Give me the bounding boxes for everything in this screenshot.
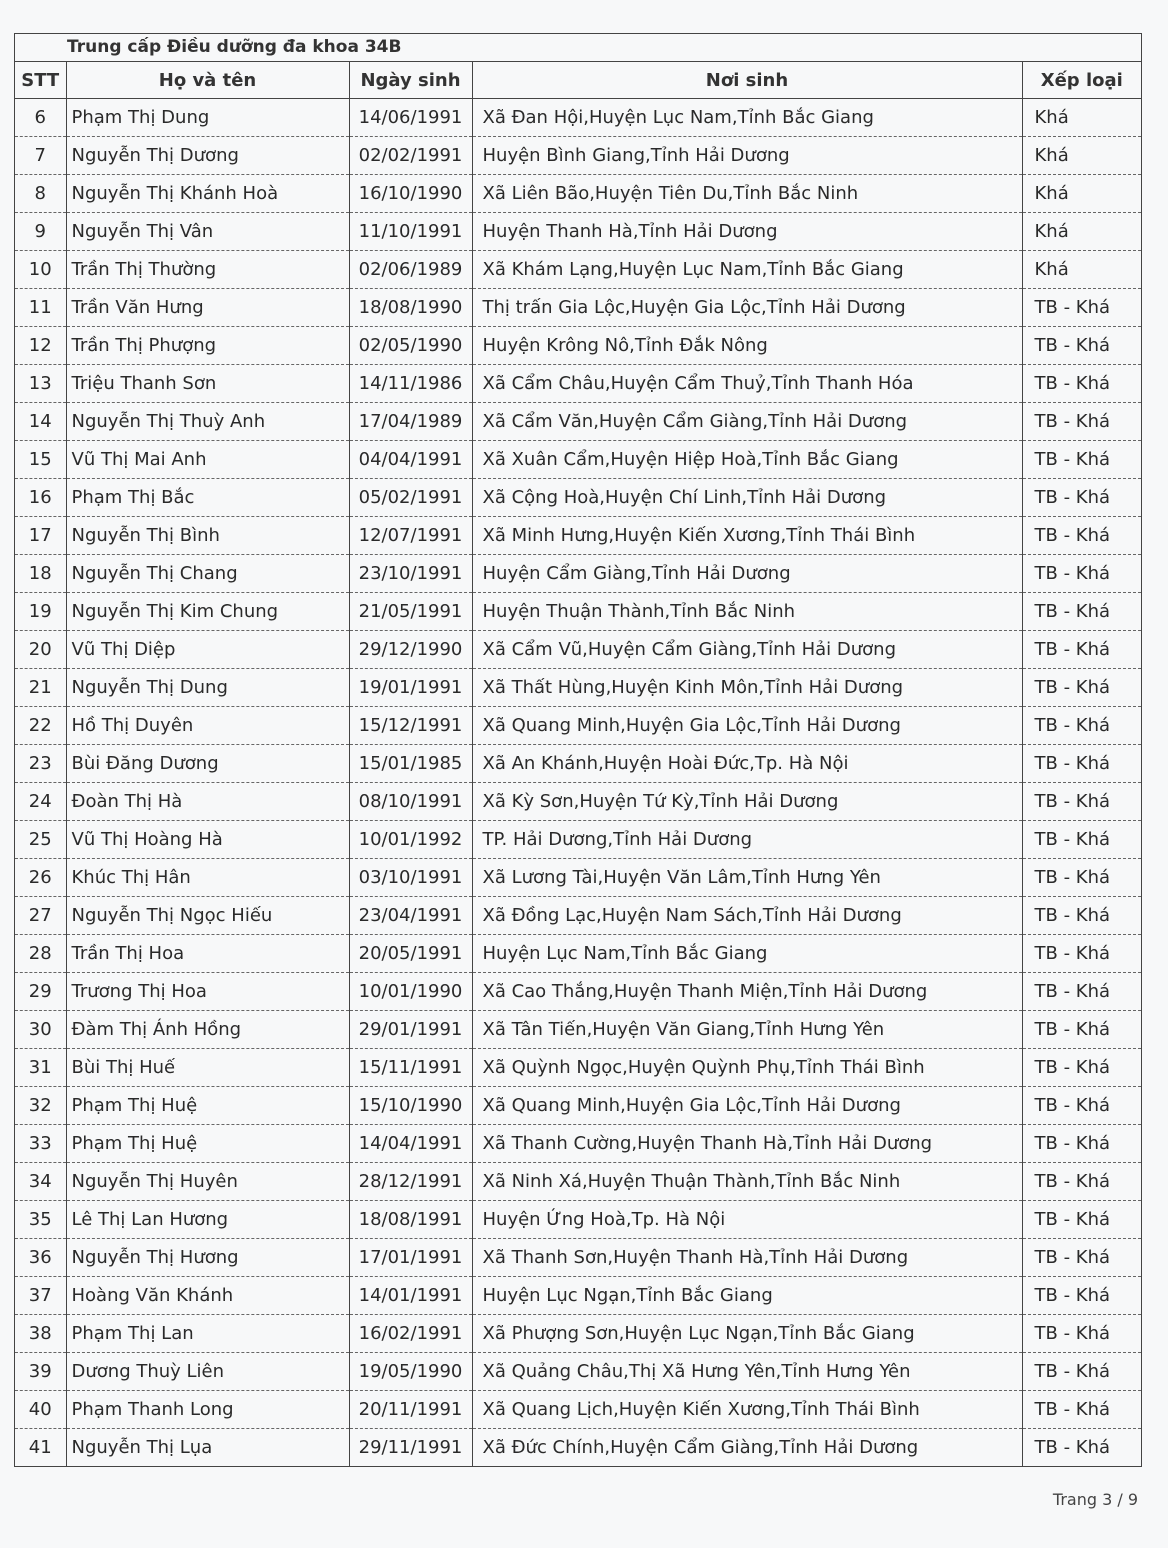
row-stt: 32: [15, 1087, 66, 1125]
row-place: Xã Thanh Sơn,Huyện Thanh Hà,Tỉnh Hải Dương: [472, 1239, 1022, 1277]
row-stt: 12: [15, 327, 66, 365]
row-stt: 23: [15, 745, 66, 783]
header-stt: STT: [15, 62, 66, 99]
row-stt: 14: [15, 403, 66, 441]
row-place: Xã Đan Hội,Huyện Lục Nam,Tỉnh Bắc Giang: [472, 99, 1022, 137]
page-number: Trang 3 / 9: [1052, 1490, 1138, 1509]
table-row: [15, 593, 1141, 631]
table-row: [15, 1239, 1141, 1277]
table-row: [15, 441, 1141, 479]
row-name: Nguyễn Thị Bình: [66, 517, 349, 555]
row-stt: 29: [15, 973, 66, 1011]
row-stt: 15: [15, 441, 66, 479]
row-stt: 21: [15, 669, 66, 707]
row-place: TP. Hải Dương,Tỉnh Hải Dương: [472, 821, 1022, 859]
row-dob: 03/10/1991: [349, 859, 472, 897]
row-place: Xã Quang Lịch,Huyện Kiến Xương,Tỉnh Thái Bình: [472, 1391, 1022, 1429]
header-name: Họ và tên: [66, 62, 349, 99]
row-name: Nguyễn Thị Khánh Hoà: [66, 175, 349, 213]
row-place: Xã Xuân Cẩm,Huyện Hiệp Hoà,Tỉnh Bắc Giang: [472, 441, 1022, 479]
row-grade: TB - Khá: [1022, 555, 1141, 593]
row-name: Nguyễn Thị Dung: [66, 669, 349, 707]
row-dob: 14/04/1991: [349, 1125, 472, 1163]
row-grade: TB - Khá: [1022, 441, 1141, 479]
row-place: Xã Đồng Lạc,Huyện Nam Sách,Tỉnh Hải Dương: [472, 897, 1022, 935]
row-name: Nguyễn Thị Thuỳ Anh: [66, 403, 349, 441]
row-place: Xã Kỳ Sơn,Huyện Tứ Kỳ,Tỉnh Hải Dương: [472, 783, 1022, 821]
row-name: Trần Thị Thường: [66, 251, 349, 289]
row-name: Trương Thị Hoa: [66, 973, 349, 1011]
row-grade: Khá: [1022, 175, 1141, 213]
row-name: Nguyễn Thị Huyên: [66, 1163, 349, 1201]
row-stt: 25: [15, 821, 66, 859]
row-place: Xã Cẩm Châu,Huyện Cẩm Thuỷ,Tỉnh Thanh Hóa: [472, 365, 1022, 403]
row-name: Hồ Thị Duyên: [66, 707, 349, 745]
row-grade: TB - Khá: [1022, 973, 1141, 1011]
row-dob: 18/08/1991: [349, 1201, 472, 1239]
row-place: Huyện Thanh Hà,Tỉnh Hải Dương: [472, 213, 1022, 251]
table-row: [15, 631, 1141, 669]
row-name: Nguyễn Thị Dương: [66, 137, 349, 175]
row-name: Nguyễn Thị Chang: [66, 555, 349, 593]
row-dob: 08/10/1991: [349, 783, 472, 821]
row-grade: TB - Khá: [1022, 745, 1141, 783]
table-body: [15, 99, 1141, 1467]
row-name: Bùi Thị Huế: [66, 1049, 349, 1087]
row-place: Huyện Thuận Thành,Tỉnh Bắc Ninh: [472, 593, 1022, 631]
row-grade: TB - Khá: [1022, 1087, 1141, 1125]
table-row: [15, 707, 1141, 745]
row-place: Xã Phượng Sơn,Huyện Lục Ngạn,Tỉnh Bắc Giang: [472, 1315, 1022, 1353]
row-name: Hoàng Văn Khánh: [66, 1277, 349, 1315]
table-row: [15, 327, 1141, 365]
row-place: Huyện Lục Nam,Tỉnh Bắc Giang: [472, 935, 1022, 973]
row-stt: 7: [15, 137, 66, 175]
table-row: [15, 783, 1141, 821]
row-dob: 15/11/1991: [349, 1049, 472, 1087]
row-grade: TB - Khá: [1022, 479, 1141, 517]
row-name: Triệu Thanh Sơn: [66, 365, 349, 403]
table-row: [15, 99, 1141, 137]
row-place: Huyện Krông Nô,Tỉnh Đắk Nông: [472, 327, 1022, 365]
row-grade: TB - Khá: [1022, 403, 1141, 441]
row-dob: 18/08/1990: [349, 289, 472, 327]
row-stt: 30: [15, 1011, 66, 1049]
row-stt: 33: [15, 1125, 66, 1163]
row-dob: 23/04/1991: [349, 897, 472, 935]
row-place: Xã Quang Minh,Huyện Gia Lộc,Tỉnh Hải Dương: [472, 707, 1022, 745]
row-dob: 12/07/1991: [349, 517, 472, 555]
table-row: [15, 1087, 1141, 1125]
row-grade: TB - Khá: [1022, 707, 1141, 745]
row-grade: TB - Khá: [1022, 327, 1141, 365]
row-place: Xã Quỳnh Ngọc,Huyện Quỳnh Phụ,Tỉnh Thái Bình: [472, 1049, 1022, 1087]
row-place: Huyện Cẩm Giàng,Tỉnh Hải Dương: [472, 555, 1022, 593]
row-dob: 28/12/1991: [349, 1163, 472, 1201]
row-grade: TB - Khá: [1022, 1163, 1141, 1201]
row-stt: 16: [15, 479, 66, 517]
row-place: Huyện Bình Giang,Tỉnh Hải Dương: [472, 137, 1022, 175]
table-row: [15, 1125, 1141, 1163]
row-place: Thị trấn Gia Lộc,Huyện Gia Lộc,Tỉnh Hải Dương: [472, 289, 1022, 327]
row-name: Nguyễn Thị Kim Chung: [66, 593, 349, 631]
row-stt: 18: [15, 555, 66, 593]
table-row: [15, 1353, 1141, 1391]
row-place: Huyện Lục Ngạn,Tỉnh Bắc Giang: [472, 1277, 1022, 1315]
row-name: Phạm Thị Dung: [66, 99, 349, 137]
row-dob: 02/05/1990: [349, 327, 472, 365]
row-name: Khúc Thị Hân: [66, 859, 349, 897]
row-grade: TB - Khá: [1022, 517, 1141, 555]
row-stt: 24: [15, 783, 66, 821]
row-name: Vũ Thị Mai Anh: [66, 441, 349, 479]
table-row: [15, 213, 1141, 251]
row-place: Xã Cẩm Vũ,Huyện Cẩm Giàng,Tỉnh Hải Dương: [472, 631, 1022, 669]
row-name: Phạm Thị Huệ: [66, 1125, 349, 1163]
row-grade: TB - Khá: [1022, 1429, 1141, 1467]
row-dob: 16/10/1990: [349, 175, 472, 213]
student-table: [15, 62, 1141, 1467]
row-grade: TB - Khá: [1022, 897, 1141, 935]
row-grade: Khá: [1022, 99, 1141, 137]
table-row: [15, 517, 1141, 555]
table-row: [15, 1201, 1141, 1239]
row-place: Xã Cao Thắng,Huyện Thanh Miện,Tỉnh Hải Dương: [472, 973, 1022, 1011]
row-dob: 19/05/1990: [349, 1353, 472, 1391]
row-stt: 28: [15, 935, 66, 973]
row-place: Xã Thanh Cường,Huyện Thanh Hà,Tỉnh Hải Dương: [472, 1125, 1022, 1163]
row-stt: 11: [15, 289, 66, 327]
row-dob: 19/01/1991: [349, 669, 472, 707]
row-name: Phạm Thị Lan: [66, 1315, 349, 1353]
row-stt: 10: [15, 251, 66, 289]
row-grade: TB - Khá: [1022, 1125, 1141, 1163]
table-row: [15, 1429, 1141, 1467]
row-stt: 36: [15, 1239, 66, 1277]
table-row: [15, 403, 1141, 441]
header-grade: Xếp loại: [1022, 62, 1141, 99]
row-name: Bùi Đăng Dương: [66, 745, 349, 783]
row-name: Vũ Thị Diệp: [66, 631, 349, 669]
row-place: Xã Quang Minh,Huyện Gia Lộc,Tỉnh Hải Dương: [472, 1087, 1022, 1125]
row-place: Xã Đức Chính,Huyện Cẩm Giàng,Tỉnh Hải Dương: [472, 1429, 1022, 1467]
row-grade: TB - Khá: [1022, 935, 1141, 973]
row-grade: TB - Khá: [1022, 1315, 1141, 1353]
row-place: Xã Minh Hưng,Huyện Kiến Xương,Tỉnh Thái Bình: [472, 517, 1022, 555]
row-dob: 20/05/1991: [349, 935, 472, 973]
row-dob: 14/06/1991: [349, 99, 472, 137]
header-place: Nơi sinh: [472, 62, 1022, 99]
row-name: Nguyễn Thị Vân: [66, 213, 349, 251]
row-stt: 17: [15, 517, 66, 555]
row-name: Nguyễn Thị Ngọc Hiếu: [66, 897, 349, 935]
row-place: Xã Ninh Xá,Huyện Thuận Thành,Tỉnh Bắc Ninh: [472, 1163, 1022, 1201]
row-grade: TB - Khá: [1022, 1011, 1141, 1049]
row-stt: 9: [15, 213, 66, 251]
class-title: Trung cấp Điều dưỡng đa khoa 34B: [15, 34, 1141, 62]
row-place: Huyện Ứng Hoà,Tp. Hà Nội: [472, 1201, 1022, 1239]
row-stt: 31: [15, 1049, 66, 1087]
row-stt: 35: [15, 1201, 66, 1239]
row-name: Đàm Thị Ánh Hồng: [66, 1011, 349, 1049]
row-place: Xã An Khánh,Huyện Hoài Đức,Tp. Hà Nội: [472, 745, 1022, 783]
row-dob: 23/10/1991: [349, 555, 472, 593]
row-name: Trần Thị Hoa: [66, 935, 349, 973]
row-stt: 6: [15, 99, 66, 137]
table-header-row: [15, 62, 1141, 99]
row-place: Xã Cẩm Văn,Huyện Cẩm Giàng,Tỉnh Hải Dương: [472, 403, 1022, 441]
table-row: [15, 669, 1141, 707]
row-dob: 02/06/1989: [349, 251, 472, 289]
row-stt: 22: [15, 707, 66, 745]
row-name: Vũ Thị Hoàng Hà: [66, 821, 349, 859]
header-dob: Ngày sinh: [349, 62, 472, 99]
table-row: [15, 1049, 1141, 1087]
row-dob: 29/01/1991: [349, 1011, 472, 1049]
row-place: Xã Lương Tài,Huyện Văn Lâm,Tỉnh Hưng Yên: [472, 859, 1022, 897]
row-place: Xã Tân Tiến,Huyện Văn Giang,Tỉnh Hưng Yên: [472, 1011, 1022, 1049]
row-grade: TB - Khá: [1022, 365, 1141, 403]
row-grade: TB - Khá: [1022, 1201, 1141, 1239]
row-stt: 8: [15, 175, 66, 213]
row-dob: 29/12/1990: [349, 631, 472, 669]
row-name: Đoàn Thị Hà: [66, 783, 349, 821]
row-grade: Khá: [1022, 137, 1141, 175]
table-row: [15, 175, 1141, 213]
row-stt: 20: [15, 631, 66, 669]
table-row: [15, 289, 1141, 327]
row-grade: TB - Khá: [1022, 1353, 1141, 1391]
row-place: Xã Liên Bão,Huyện Tiên Du,Tỉnh Bắc Ninh: [472, 175, 1022, 213]
table-row: [15, 365, 1141, 403]
table-row: [15, 479, 1141, 517]
row-stt: 39: [15, 1353, 66, 1391]
row-stt: 26: [15, 859, 66, 897]
row-name: Trần Văn Hưng: [66, 289, 349, 327]
row-grade: TB - Khá: [1022, 1277, 1141, 1315]
row-name: Phạm Thị Huệ: [66, 1087, 349, 1125]
row-stt: 40: [15, 1391, 66, 1429]
row-stt: 13: [15, 365, 66, 403]
row-stt: 41: [15, 1429, 66, 1467]
row-grade: Khá: [1022, 251, 1141, 289]
row-stt: 34: [15, 1163, 66, 1201]
row-stt: 27: [15, 897, 66, 935]
table-row: [15, 973, 1141, 1011]
row-dob: 15/10/1990: [349, 1087, 472, 1125]
row-name: Phạm Thị Bắc: [66, 479, 349, 517]
table-row: [15, 251, 1141, 289]
row-place: Xã Thất Hùng,Huyện Kinh Môn,Tỉnh Hải Dương: [472, 669, 1022, 707]
row-dob: 14/01/1991: [349, 1277, 472, 1315]
row-dob: 10/01/1992: [349, 821, 472, 859]
row-dob: 21/05/1991: [349, 593, 472, 631]
table-row: [15, 1163, 1141, 1201]
table-row: [15, 897, 1141, 935]
row-dob: 15/01/1985: [349, 745, 472, 783]
table-row: [15, 1277, 1141, 1315]
table-row: [15, 1011, 1141, 1049]
row-dob: 20/11/1991: [349, 1391, 472, 1429]
row-grade: TB - Khá: [1022, 1391, 1141, 1429]
row-name: Nguyễn Thị Lụa: [66, 1429, 349, 1467]
row-grade: TB - Khá: [1022, 783, 1141, 821]
table-row: [15, 555, 1141, 593]
row-place: Xã Quảng Châu,Thị Xã Hưng Yên,Tỉnh Hưng Yên: [472, 1353, 1022, 1391]
row-dob: 10/01/1990: [349, 973, 472, 1011]
row-grade: TB - Khá: [1022, 1049, 1141, 1087]
row-dob: 17/04/1989: [349, 403, 472, 441]
row-stt: 37: [15, 1277, 66, 1315]
row-dob: 14/11/1986: [349, 365, 472, 403]
row-dob: 02/02/1991: [349, 137, 472, 175]
row-name: Lê Thị Lan Hương: [66, 1201, 349, 1239]
row-stt: 19: [15, 593, 66, 631]
row-dob: 16/02/1991: [349, 1315, 472, 1353]
row-grade: TB - Khá: [1022, 821, 1141, 859]
row-grade: TB - Khá: [1022, 859, 1141, 897]
table-row: [15, 821, 1141, 859]
row-grade: TB - Khá: [1022, 669, 1141, 707]
table-row: [15, 859, 1141, 897]
row-place: Xã Khám Lạng,Huyện Lục Nam,Tỉnh Bắc Giang: [472, 251, 1022, 289]
row-grade: Khá: [1022, 213, 1141, 251]
table-row: [15, 1391, 1141, 1429]
row-name: Trần Thị Phượng: [66, 327, 349, 365]
table-row: [15, 745, 1141, 783]
table-row: [15, 137, 1141, 175]
row-grade: TB - Khá: [1022, 631, 1141, 669]
table-row: [15, 935, 1141, 973]
row-dob: 29/11/1991: [349, 1429, 472, 1467]
row-grade: TB - Khá: [1022, 593, 1141, 631]
student-list-sheet: [14, 33, 1142, 1467]
row-grade: TB - Khá: [1022, 1239, 1141, 1277]
row-dob: 04/04/1991: [349, 441, 472, 479]
row-dob: 17/01/1991: [349, 1239, 472, 1277]
row-dob: 15/12/1991: [349, 707, 472, 745]
row-name: Phạm Thanh Long: [66, 1391, 349, 1429]
row-name: Nguyễn Thị Hương: [66, 1239, 349, 1277]
row-stt: 38: [15, 1315, 66, 1353]
row-grade: TB - Khá: [1022, 289, 1141, 327]
table-row: [15, 1315, 1141, 1353]
row-name: Dương Thuỳ Liên: [66, 1353, 349, 1391]
row-place: Xã Cộng Hoà,Huyện Chí Linh,Tỉnh Hải Dương: [472, 479, 1022, 517]
row-dob: 11/10/1991: [349, 213, 472, 251]
row-dob: 05/02/1991: [349, 479, 472, 517]
